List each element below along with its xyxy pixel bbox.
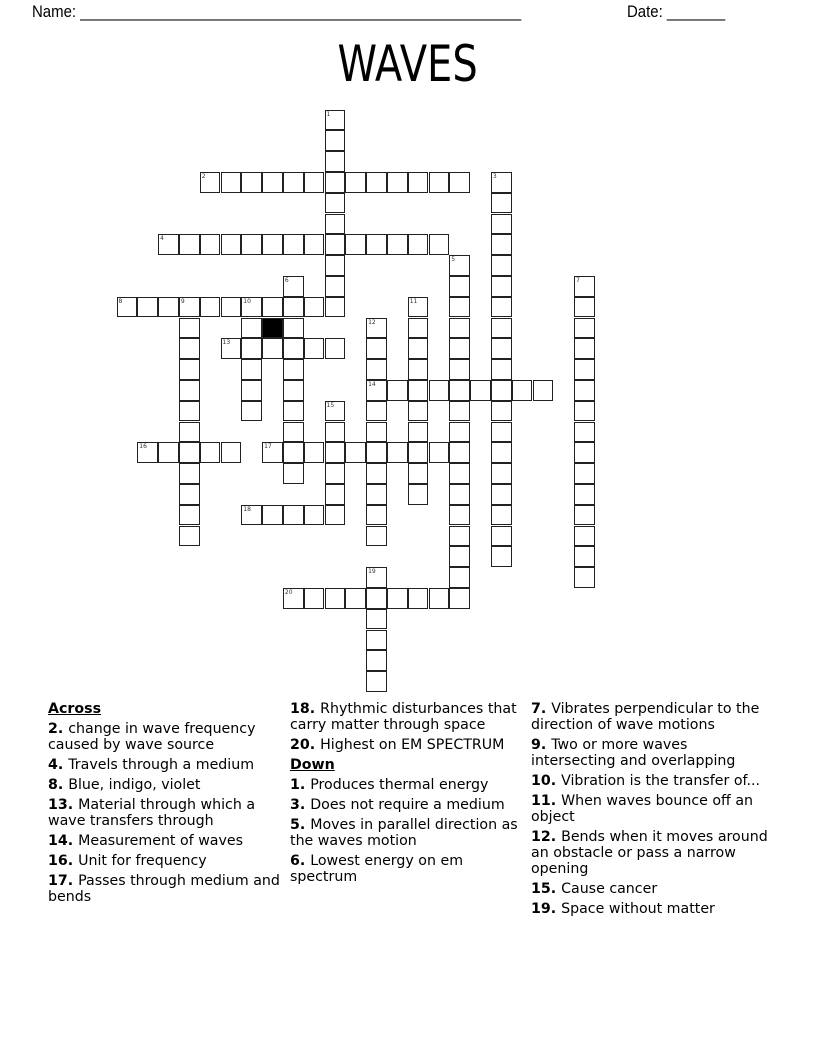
grid-cell[interactable] — [408, 172, 429, 193]
clue-number: 10 — [531, 773, 551, 789]
grid-cell[interactable] — [179, 380, 200, 401]
grid-cell[interactable] — [491, 463, 512, 484]
clue-number-label: 4 — [160, 235, 164, 243]
grid-cell[interactable] — [429, 172, 450, 193]
grid-cell[interactable] — [304, 338, 325, 359]
grid-cell[interactable] — [179, 234, 200, 255]
grid-cell[interactable] — [283, 338, 304, 359]
grid-cell[interactable] — [449, 463, 470, 484]
clue-number-label: 12 — [368, 318, 376, 326]
grid-cell[interactable] — [283, 442, 304, 463]
grid-cell[interactable] — [283, 172, 304, 193]
grid-cell[interactable] — [491, 380, 512, 401]
grid-cell[interactable] — [574, 567, 595, 588]
clue-number: 8 — [48, 777, 58, 793]
grid-cell[interactable] — [429, 442, 450, 463]
grid-cell[interactable] — [200, 297, 221, 318]
clue-text: Produces thermal energy — [310, 777, 489, 793]
grid-cell[interactable] — [325, 338, 346, 359]
grid-cell[interactable] — [283, 505, 304, 526]
clue-item: 14. Measurement of waves — [48, 833, 244, 849]
grid-cell[interactable] — [574, 297, 595, 318]
clue-column-2 — [290, 701, 530, 889]
clue-number-label: 3 — [492, 172, 497, 180]
grid-cell[interactable] — [325, 484, 346, 505]
grid-cell[interactable] — [387, 588, 408, 609]
clue-number-label: 2 — [201, 172, 206, 180]
grid-cell[interactable] — [574, 422, 595, 443]
clue-number-label: 11 — [409, 297, 418, 305]
clue-number: 19 — [531, 901, 551, 917]
grid-cell[interactable] — [179, 463, 200, 484]
grid-cell[interactable] — [574, 338, 595, 359]
grid-cell[interactable] — [304, 505, 325, 526]
name-field[interactable] — [32, 2, 521, 22]
grid-cell[interactable] — [179, 484, 200, 505]
clue-number-label: 19 — [368, 568, 376, 576]
grid-cell[interactable] — [574, 318, 595, 339]
grid-cell[interactable] — [366, 671, 387, 692]
grid-cell[interactable] — [241, 338, 262, 359]
grid-cell[interactable] — [179, 318, 200, 339]
grid-cell[interactable] — [325, 110, 346, 131]
grid-cell[interactable] — [241, 234, 262, 255]
grid-cell[interactable] — [325, 588, 346, 609]
grid-cell[interactable] — [221, 338, 242, 359]
grid-cell[interactable] — [449, 276, 470, 297]
grid-cell[interactable] — [137, 442, 158, 463]
clue-number: 13 — [48, 797, 68, 813]
grid-cell[interactable] — [200, 234, 221, 255]
grid-cell[interactable] — [429, 588, 450, 609]
grid-cell[interactable] — [179, 359, 200, 380]
grid-cell[interactable] — [408, 297, 429, 318]
down-heading: Down — [290, 757, 335, 773]
grid-cell[interactable] — [449, 422, 470, 443]
clue-number: 3 — [290, 797, 300, 813]
grid-cell[interactable] — [449, 567, 470, 588]
date-label: Date: — [627, 2, 663, 21]
grid-cell[interactable] — [241, 297, 262, 318]
clue-item: 10. Vibration is the transfer of... — [531, 773, 760, 789]
clue-item: 18. Rhythmic disturbances that carry matter through space — [290, 701, 517, 733]
clue-item: 13. Material through which a wave transfers through — [48, 797, 256, 829]
grid-cell[interactable] — [491, 297, 512, 318]
clue-item: 17. Passes through medium and bends — [48, 873, 280, 905]
clue-number-label: 8 — [118, 297, 123, 305]
grid-cell[interactable] — [408, 234, 429, 255]
grid-cell[interactable] — [408, 484, 429, 505]
clue-column-1 — [48, 701, 288, 909]
grid-cell[interactable] — [200, 442, 221, 463]
grid-cell[interactable] — [408, 359, 429, 380]
grid-cell[interactable] — [221, 297, 242, 318]
grid-cell[interactable] — [366, 401, 387, 422]
clue-number: 16 — [48, 853, 68, 869]
grid-cell[interactable] — [283, 588, 304, 609]
grid-cell[interactable] — [283, 463, 304, 484]
grid-cell[interactable] — [449, 505, 470, 526]
grid-cell[interactable] — [366, 526, 387, 547]
grid-cell[interactable] — [449, 318, 470, 339]
grid-cell[interactable] — [262, 338, 283, 359]
date-blank[interactable]: _______ — [666, 2, 726, 21]
grid-cell[interactable] — [387, 172, 408, 193]
grid-cell[interactable] — [491, 338, 512, 359]
name-blank[interactable]: _____________________________________________________ — [80, 2, 522, 21]
grid-cell[interactable] — [366, 422, 387, 443]
grid-cell[interactable] — [325, 505, 346, 526]
grid-cell[interactable] — [574, 276, 595, 297]
grid-cell[interactable] — [574, 359, 595, 380]
clue-number-label: 18 — [243, 505, 251, 513]
grid-cell[interactable] — [408, 422, 429, 443]
grid-cell[interactable] — [241, 359, 262, 380]
grid-cell[interactable] — [221, 442, 242, 463]
clue-text: Vibrates perpendicular to the direction of wave motions — [531, 701, 760, 733]
clue-item: 12. Bends when it moves around an obstacle or pass a narrow opening — [531, 829, 768, 877]
title-text: WAVES — [337, 35, 479, 93]
grid-cell[interactable] — [366, 630, 387, 651]
grid-cell[interactable] — [325, 401, 346, 422]
clue-text: Lowest energy on em spectrum — [290, 853, 464, 885]
grid-cell[interactable] — [366, 338, 387, 359]
clue-item: 20. Highest on EM SPECTRUM — [290, 737, 505, 753]
clue-number: 15 — [531, 881, 551, 897]
grid-cell[interactable] — [241, 505, 262, 526]
grid-cell[interactable] — [574, 380, 595, 401]
grid-cell[interactable] — [325, 172, 346, 193]
grid-cell[interactable] — [449, 172, 470, 193]
grid-cell[interactable] — [304, 442, 325, 463]
grid-cell[interactable] — [325, 276, 346, 297]
across-heading: Across — [48, 701, 102, 717]
grid-cell[interactable] — [491, 505, 512, 526]
grid-cell[interactable] — [158, 297, 179, 318]
grid-cell[interactable] — [491, 401, 512, 422]
grid-cell[interactable] — [408, 338, 429, 359]
clue-number: 7 — [531, 701, 541, 717]
clue-number-label: 1 — [326, 110, 331, 118]
grid-cell[interactable] — [304, 297, 325, 318]
clue-text: Travels through a medium — [68, 757, 255, 773]
grid-cell[interactable] — [491, 193, 512, 214]
grid-cell[interactable] — [179, 297, 200, 318]
grid-cell[interactable] — [429, 380, 450, 401]
clue-text: Cause cancer — [561, 881, 658, 897]
grid-cell[interactable] — [574, 401, 595, 422]
grid-cell[interactable] — [449, 588, 470, 609]
grid-cell[interactable] — [283, 422, 304, 443]
clue-text: Unit for frequency — [78, 853, 207, 869]
grid-cell[interactable] — [283, 276, 304, 297]
grid-cell[interactable] — [304, 588, 325, 609]
grid-cell[interactable] — [262, 172, 283, 193]
clue-text: Two or more waves intersecting and overlapping — [531, 737, 736, 769]
grid-cell[interactable] — [283, 380, 304, 401]
grid-cell[interactable] — [325, 151, 346, 172]
grid-cell[interactable] — [366, 567, 387, 588]
grid-cell[interactable] — [345, 172, 366, 193]
grid-cell[interactable] — [449, 359, 470, 380]
clue-item: 19. Space without matter — [531, 901, 715, 917]
grid-cell[interactable] — [117, 297, 138, 318]
clue-text: change in wave frequency caused by wave source — [48, 721, 256, 753]
grid-cell[interactable] — [449, 401, 470, 422]
grid-cell[interactable] — [491, 318, 512, 339]
grid-cell[interactable] — [387, 234, 408, 255]
black-cell — [262, 318, 283, 339]
clue-text: Blue, indigo, violet — [68, 777, 201, 793]
grid-cell[interactable] — [179, 442, 200, 463]
clue-item: 15. Cause cancer — [531, 881, 658, 897]
clue-number-label: 16 — [139, 443, 147, 451]
grid-cell[interactable] — [283, 297, 304, 318]
clue-item: 5. Moves in parallel direction as the waves motion — [290, 817, 518, 849]
name-label: Name: — [32, 2, 77, 21]
clue-text: Moves in parallel direction as the waves motion — [290, 817, 518, 849]
grid-cell[interactable] — [366, 234, 387, 255]
clue-item: 9. Two or more waves intersecting and overlapping — [531, 737, 736, 769]
grid-cell[interactable] — [200, 172, 221, 193]
clue-text: Rhythmic disturbances that carry matter through space — [290, 701, 517, 733]
grid-cell[interactable] — [387, 442, 408, 463]
grid-cell[interactable] — [366, 172, 387, 193]
grid-cell[interactable] — [366, 380, 387, 401]
clue-item: 4. Travels through a medium — [48, 757, 255, 773]
clue-item: 3. Does not require a medium — [290, 797, 505, 813]
grid-cell[interactable] — [241, 401, 262, 422]
clue-number-label: 17 — [264, 443, 272, 451]
grid-cell[interactable] — [574, 526, 595, 547]
grid-cell[interactable] — [574, 484, 595, 505]
clue-number-label: 13 — [222, 339, 231, 347]
grid-cell[interactable] — [449, 255, 470, 276]
grid-cell[interactable] — [241, 172, 262, 193]
grid-cell[interactable] — [283, 401, 304, 422]
grid-cell[interactable] — [574, 463, 595, 484]
grid-cell[interactable] — [366, 484, 387, 505]
grid-cell[interactable] — [241, 318, 262, 339]
grid-cell[interactable] — [366, 442, 387, 463]
clue-item: 11. When waves bounce off an object — [531, 793, 754, 825]
clue-text: Does not require a medium — [310, 797, 505, 813]
grid-cell[interactable] — [491, 359, 512, 380]
page-title — [0, 36, 816, 92]
grid-cell[interactable] — [449, 526, 470, 547]
clue-number: 17 — [48, 873, 68, 889]
grid-cell[interactable] — [449, 484, 470, 505]
grid-cell[interactable] — [491, 255, 512, 276]
grid-cell[interactable] — [262, 234, 283, 255]
clue-number-label: 9 — [180, 297, 185, 305]
grid-cell[interactable] — [408, 463, 429, 484]
grid-cell[interactable] — [491, 276, 512, 297]
clue-text: Material through which a wave transfers through — [48, 797, 256, 829]
grid-cell[interactable] — [366, 318, 387, 339]
grid-cell[interactable] — [491, 546, 512, 567]
grid-cell[interactable] — [429, 234, 450, 255]
clue-number: 11 — [531, 793, 551, 809]
grid-cell[interactable] — [491, 172, 512, 193]
clue-item: 6. Lowest energy on em spectrum — [290, 853, 464, 885]
clue-number: 1 — [290, 777, 300, 793]
grid-cell[interactable] — [179, 401, 200, 422]
grid-cell[interactable] — [366, 505, 387, 526]
grid-cell[interactable] — [325, 297, 346, 318]
clue-number: 6 — [290, 853, 300, 869]
grid-cell[interactable] — [158, 234, 179, 255]
clue-number-label: 5 — [451, 256, 456, 264]
clue-number: 9 — [531, 737, 541, 753]
clue-text: Measurement of waves — [78, 833, 244, 849]
clue-item: 2. change in wave frequency caused by wave source — [48, 721, 256, 753]
grid-cell[interactable] — [241, 380, 262, 401]
clue-number-label: 20 — [284, 588, 293, 596]
date-field[interactable] — [627, 2, 725, 22]
grid-cell[interactable] — [408, 401, 429, 422]
clue-number: 14 — [48, 833, 68, 849]
grid-cell[interactable] — [491, 234, 512, 255]
clue-text: Bends when it moves around an obstacle or pass a narrow opening — [531, 829, 768, 877]
grid-cell[interactable] — [137, 297, 158, 318]
clue-number: 5 — [290, 817, 300, 833]
grid-cell[interactable] — [325, 442, 346, 463]
grid-cell[interactable] — [387, 380, 408, 401]
grid-cell[interactable] — [304, 172, 325, 193]
grid-cell[interactable] — [345, 234, 366, 255]
grid-cell[interactable] — [449, 380, 470, 401]
grid-cell[interactable] — [325, 422, 346, 443]
grid-cell[interactable] — [366, 359, 387, 380]
grid-cell[interactable] — [283, 359, 304, 380]
grid-cell[interactable] — [366, 588, 387, 609]
grid-cell[interactable] — [179, 422, 200, 443]
grid-cell[interactable] — [221, 172, 242, 193]
clue-number: 20 — [290, 737, 310, 753]
grid-cell[interactable] — [512, 380, 533, 401]
grid-cell[interactable] — [325, 234, 346, 255]
clue-number: 12 — [531, 829, 551, 845]
grid-cell[interactable] — [408, 588, 429, 609]
clue-number-label: 6 — [284, 276, 289, 284]
grid-cell[interactable] — [325, 255, 346, 276]
grid-cell[interactable] — [408, 442, 429, 463]
clue-text: Passes through medium and bends — [48, 873, 280, 905]
grid-cell[interactable] — [304, 234, 325, 255]
clue-number: 18 — [290, 701, 310, 717]
grid-cell[interactable] — [449, 338, 470, 359]
grid-cell[interactable] — [574, 546, 595, 567]
grid-cell[interactable] — [366, 463, 387, 484]
clue-text: Highest on EM SPECTRUM — [320, 737, 505, 753]
clue-number-label: 7 — [576, 276, 580, 284]
clue-number-label: 14 — [368, 380, 376, 388]
grid-cell[interactable] — [325, 130, 346, 151]
clue-text: Vibration is the transfer of... — [561, 773, 760, 789]
grid-cell[interactable] — [221, 234, 242, 255]
grid-cell[interactable] — [325, 193, 346, 214]
grid-cell[interactable] — [491, 442, 512, 463]
clue-text: Space without matter — [561, 901, 715, 917]
grid-cell[interactable] — [262, 505, 283, 526]
clue-number: 4 — [48, 757, 58, 773]
grid-cell[interactable] — [179, 338, 200, 359]
grid-cell[interactable] — [408, 380, 429, 401]
clue-column-3 — [531, 701, 771, 921]
clue-item: 16. Unit for frequency — [48, 853, 207, 869]
grid-cell[interactable] — [179, 505, 200, 526]
clue-number-label: 10 — [243, 297, 251, 305]
grid-cell[interactable] — [449, 442, 470, 463]
grid-cell[interactable] — [366, 609, 387, 630]
clue-item: 1. Produces thermal energy — [290, 777, 489, 793]
grid-cell[interactable] — [283, 318, 304, 339]
grid-cell[interactable] — [449, 546, 470, 567]
grid-cell[interactable] — [408, 318, 429, 339]
grid-cell[interactable] — [262, 442, 283, 463]
grid-cell[interactable] — [345, 442, 366, 463]
clue-number: 2 — [48, 721, 58, 737]
clue-text: When waves bounce off an object — [531, 793, 754, 825]
grid-cell[interactable] — [574, 442, 595, 463]
grid-cell[interactable] — [158, 442, 179, 463]
grid-cell[interactable] — [325, 214, 346, 235]
grid-cell[interactable] — [491, 214, 512, 235]
grid-cell[interactable] — [283, 234, 304, 255]
grid-cell[interactable] — [491, 484, 512, 505]
grid-cell[interactable] — [533, 380, 554, 401]
grid-cell[interactable] — [345, 588, 366, 609]
clue-item: 7. Vibrates perpendicular to the direction of wave motions — [531, 701, 760, 733]
grid-cell[interactable] — [325, 463, 346, 484]
grid-cell[interactable] — [449, 297, 470, 318]
grid-cell[interactable] — [366, 650, 387, 671]
clue-number-label: 15 — [326, 401, 335, 409]
clue-item: 8. Blue, indigo, violet — [48, 777, 201, 793]
grid-cell[interactable] — [491, 526, 512, 547]
grid-cell[interactable] — [470, 380, 491, 401]
grid-cell[interactable] — [574, 505, 595, 526]
grid-cell[interactable] — [262, 297, 283, 318]
grid-cell[interactable] — [491, 422, 512, 443]
grid-cell[interactable] — [179, 526, 200, 547]
